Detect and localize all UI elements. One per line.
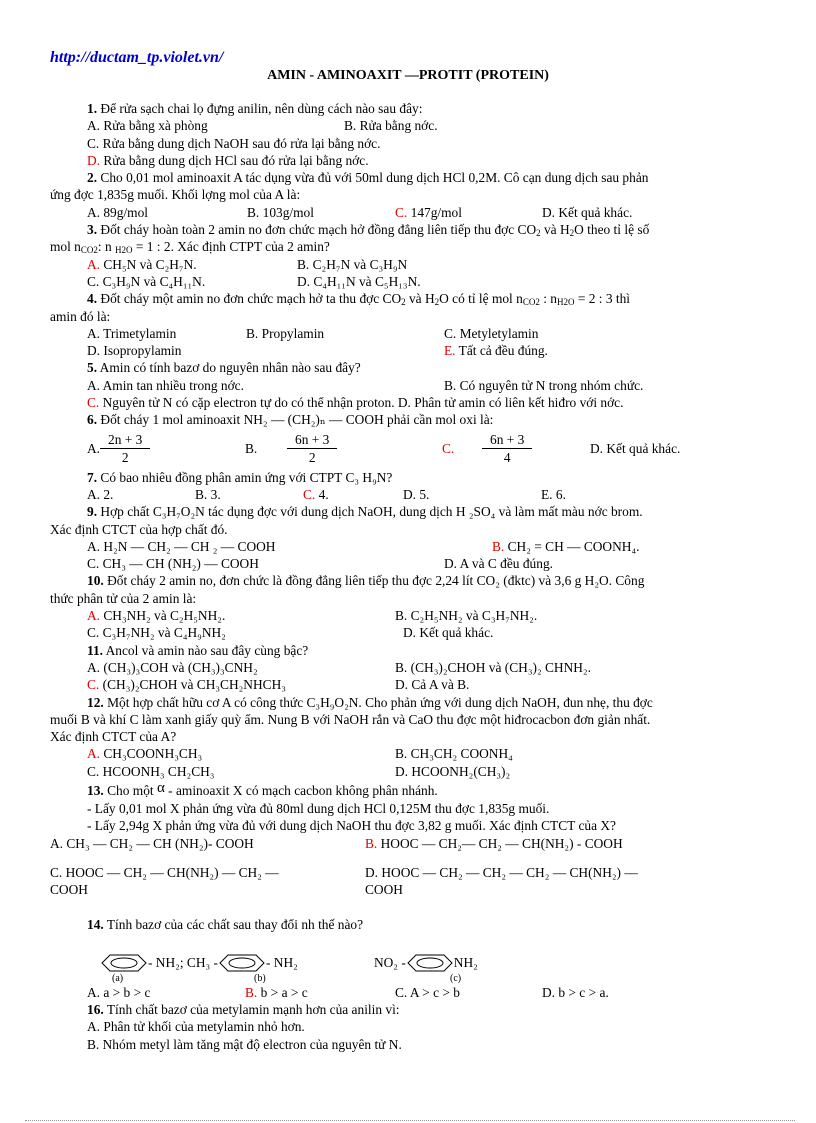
question-12: 12. Một hợp chất hữu cơ A có công thức C₃H₉O₂N. Cho phản ứng với dung dịch NaOH, đun nhẹ, thu đợc <box>87 694 653 710</box>
q14-structures: - NH₂; CH₃ - - NH₂ NO₂ - NH₂ <box>50 952 790 974</box>
q16-option-a: A. Phân tử khối của metylamin nhỏ hơn. <box>87 1019 305 1035</box>
question-1: 1. Để rửa sạch chai lọ đựng anilin, nên dùng cách nào sau đây: <box>87 101 423 116</box>
q12-options-ab: A. CH₃COONH₃CH₃ B. CH₃CH₂ COONH₄ <box>87 746 513 762</box>
q3-options-cd: C. C₃H₉N và C₄H₁₁N. D. C₄H₁₁N và C₅H₁₃N. <box>87 273 421 289</box>
page-title: AMIN - AMINOAXIT —PROTIT (PROTEIN) <box>267 68 549 83</box>
q4-options-abc: A. Trimetylamin B. Propylamin C. Metyletylamin <box>87 325 539 341</box>
q13-option-d: D. HOOC — CH₂ — CH₂ — CH₂ — CH(NH₂) — COOH <box>365 864 638 898</box>
question-13: 13. Cho một α - aminoaxit X có mạch cacbon không phân nhánh. <box>87 779 438 798</box>
question-10: 10. Đốt cháy 2 amin no, đơn chức là đồng đẳng liên tiếp thu đợc 2,24 lít CO₂ (đktc) và 3,6 g H₂O. Công <box>87 573 645 589</box>
q13-line-1: - Lấy 0,01 mol X phản ứng vừa đủ 80ml dung dịch HCl 0,125M thu đợc 1,835g muối. <box>87 800 550 816</box>
q7-options: A. 2. B. 3. C. 4. D. 5. E. 6. <box>87 486 566 502</box>
q5-options-cd: C. Nguyên tử N có cặp electron tự do có thể nhận proton. D. Phân tử amin có liên kết hiđro với nớc. <box>87 395 624 411</box>
benzene-ring-icon <box>100 953 148 973</box>
question-3: 3. Đốt cháy hoàn toàn 2 amin no đơn chức mạch hở đồng đẳng liên tiếp thu đợc $CO_2$ và $H_2O$ theo tỉ lệ số <box>87 222 650 239</box>
q10-options-ab: A. CH₃NH₂ và C₂H₅NH₂. B. C₂H₅NH₂ và C₃H₇NH₂. <box>87 608 538 624</box>
q14-options: A. a > b > c B. b > a > c C. A > c > b D. b > c > a. <box>87 984 609 1000</box>
q16-option-b: B. Nhóm metyl làm tăng mật độ electron của nguyên tử N. <box>87 1036 402 1052</box>
question-5: 5. Amin có tính bazơ do nguyên nhân nào sau đây? <box>87 360 361 376</box>
q12-options-cd: C. HCOONH₃ CH₂CH₃ D. HCOONH₂(CH₃)₂ <box>87 763 511 779</box>
question-10-cont: thức phân tử của 2 amin là: <box>50 590 197 606</box>
fraction-b: $\frac{6n + 3}{2}$ <box>287 431 337 467</box>
question-11: 11. Ancol và amin nào sau đây cùng bậc? <box>87 642 309 658</box>
q13-options-ab: A. CH₃ — CH₂ — CH (NH₂)- COOH B. HOOC — CH₂— CH₂ — CH(NH₂) - COOH <box>50 835 623 851</box>
q11-options-ab: A. (CH₃)₃COH và (CH₃)₃CNH₂ B. (CH₃)₂CHOH và (CH₃)₂ CHNH₂. <box>87 659 591 675</box>
question-16: 16. Tính chất bazơ của metylamin mạnh hơn của anilin vì: <box>87 1002 400 1018</box>
benzene-ring-icon <box>406 953 454 973</box>
q1-option-c: C. Rửa bằng dung dịch NaOH sau đó rửa lại bằng nớc. <box>87 135 381 151</box>
question-4: 4. Đốt cháy một amin no đơn chức mạch hở ta thu đợc $CO_2$ và $H_2O$ có tỉ lệ mol $n_{CO2}$ : $n_{H2O} = 2$ : 3 thì <box>87 291 631 308</box>
q14-structure-labels: (a) (b) (c) <box>112 972 462 984</box>
q13-option-c: C. HOOC — CH₂ — CH(NH₂) — CH₂ — COOH <box>50 864 279 898</box>
q10-options-cd: C. C₃H₇NH₂ và C₄H₉NH₂ D. Kết quả khác. <box>87 625 494 641</box>
question-9-cont: Xác định CTCT của hợp chất đó. <box>50 521 228 537</box>
q1-option-d: D. Rửa bằng dung dịch HCl sau đó rửa lại bằng nớc. <box>87 152 369 168</box>
fraction-a: $\frac{2n + 3}{2}$ <box>100 431 150 467</box>
question-12-cont: muối B và khí C làm xanh giấy quỳ ẩm. Nung B với NaOH rắn và CaO thu đợc một hiđrocacbon đơn giản nhất. <box>50 711 651 727</box>
q13-line-2: - Lấy 2,94g X phản ứng vừa đủ với dung dịch NaOH thu đợc 3,82 g muối. Xác định CTCT của X? <box>87 818 617 834</box>
question-3-cont: mol $n_{CO2}$: n $_{H2O}$ = 1 : 2. Xác định CTPT của 2 amin? <box>50 239 330 256</box>
question-12-cont2: Xác định CTCT của A? <box>50 729 177 745</box>
question-7: 7. Có bao nhiêu đồng phân amin ứng với CTPT C₃ H₉N? <box>87 469 393 485</box>
question-2-cont: ứng đợc 1,835g muối. Khối lợng mol của A là: <box>50 187 301 203</box>
q1-options-ab: A. Rửa bằng xà phòng B. Rửa bằng nớc. <box>87 118 438 134</box>
q5-options-ab: A. Amin tan nhiều trong nớc. B. Có nguyên tử N trong nhóm chức. <box>87 377 644 393</box>
q11-options-cd: C. (CH₃)₂CHOH và CH₃CH₂NHCH₃ D. Cả A và B. <box>87 677 470 693</box>
question-4-cont: amin đó là: <box>50 308 111 324</box>
q3-options-ab: A. CH₅N và C₂H₇N. B. C₂H₇N và C₃H₉N <box>87 256 408 272</box>
question-14: 14. Tính bazơ của các chất sau thay đổi nh thế nào? <box>87 917 364 933</box>
fraction-c: $\frac{6n + 3}{4}$ <box>482 431 532 467</box>
question-2: 2. Cho 0,01 mol aminoaxit A tác dụng vừa đủ với 50ml dung dịch HCl 0,2M. Cô cạn dung dịch sau phản <box>87 170 649 186</box>
source-url[interactable]: http://ductam_tp.violet.vn/ <box>50 49 224 66</box>
page-bottom-border <box>25 1120 795 1121</box>
q6-options: A. $\frac{2n + 3}{2}$ B. $\frac{6n + 3}{2}$ C. $\frac{6n + 3}{4}$ D. Kết quả khác. <box>87 431 681 466</box>
q4-options-de: D. Isopropylamin E. Tất cả đều đúng. <box>87 343 548 359</box>
benzene-ring-icon <box>218 953 266 973</box>
question-6: 6. Đốt cháy 1 mol aminoaxit NH₂ — (CH₂)ₙ — COOH phải cần mol oxi là: <box>87 412 494 428</box>
q13-options-cd <box>50 864 790 899</box>
question-list <box>50 100 790 1053</box>
q9-options-ab: A. H₂N — CH₂ — CH ₂ — COOH B. CH₂ = CH — COONH₄. <box>87 538 640 554</box>
q9-options-cd: C. CH₃ — CH (NH₂) — COOH D. A và C đều đúng. <box>87 556 553 572</box>
question-9: 9. Hợp chất C₃H₇O₂N tác dụng đợc với dung dịch NaOH, dung dịch H ₂SO₄ và làm mất màu nớc brom. <box>87 504 643 520</box>
q2-options: A. 89g/mol B. 103g/mol C. 147g/mol D. Kết quả khác. <box>87 204 633 220</box>
